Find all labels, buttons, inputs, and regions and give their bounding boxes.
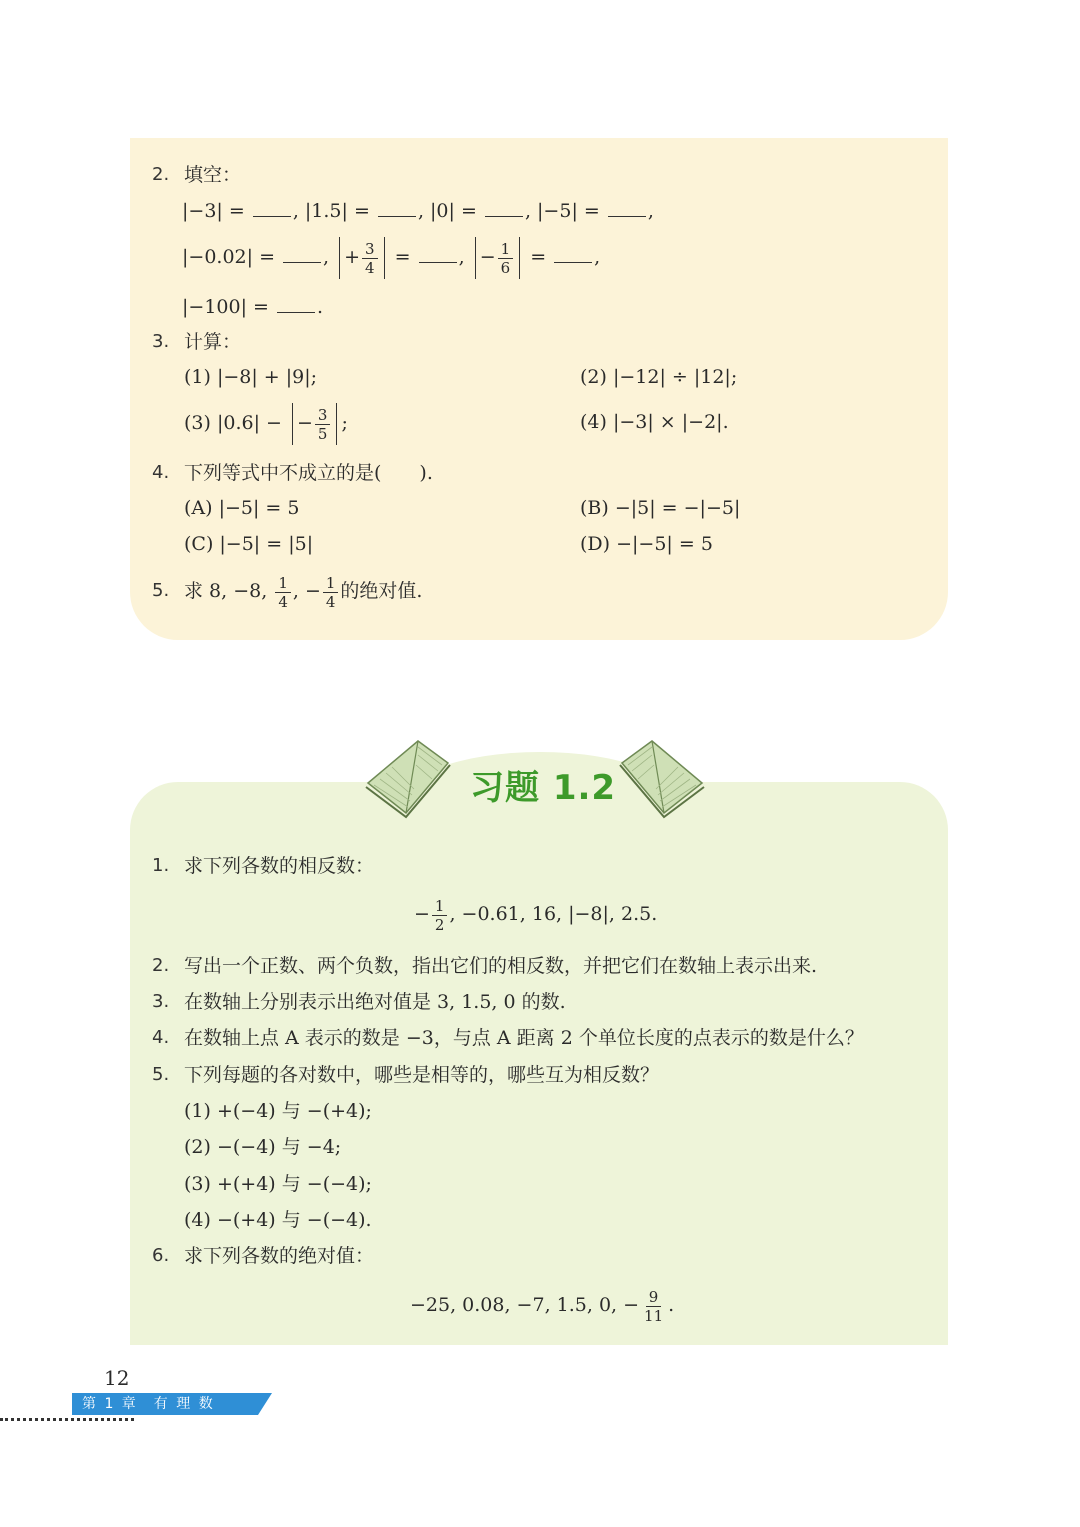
denominator: 2 xyxy=(434,915,445,934)
answer-blank[interactable] xyxy=(283,244,321,263)
numerator: 3 xyxy=(315,406,331,425)
fraction xyxy=(432,897,448,934)
q3-part4: (4) |−3| × |−2|. xyxy=(580,411,729,433)
denominator: 4 xyxy=(325,592,336,611)
numerator: 3 xyxy=(362,240,378,259)
abs-bar xyxy=(339,237,340,279)
q5-pre: 求 8, −8, xyxy=(184,580,268,602)
fraction xyxy=(323,574,339,611)
denominator: 6 xyxy=(500,258,511,277)
fraction xyxy=(275,574,291,611)
q3-part3-text: (3) |0.6| − xyxy=(184,412,282,434)
s2-q1-rest: , −0.61, 16, |−8|, 2.5. xyxy=(449,903,658,925)
s2-q4-number: 4. xyxy=(152,1027,170,1048)
fraction xyxy=(315,406,331,443)
answer-blank[interactable] xyxy=(554,244,592,263)
denominator: 11 xyxy=(644,1306,664,1325)
s2-q3-number: 3. xyxy=(152,991,170,1012)
q5-number: 5. xyxy=(152,580,170,601)
numerator: 1 xyxy=(432,897,448,916)
s2-q2-number: 2. xyxy=(152,955,170,976)
q3-label: 计算： xyxy=(184,331,242,353)
open-book-icon xyxy=(614,735,710,821)
page-number: 12 xyxy=(104,1366,130,1390)
s2-q6-number: 6. xyxy=(152,1245,170,1266)
q2-label: 填空： xyxy=(184,164,242,186)
numerator: 1 xyxy=(498,240,514,259)
q4-label: 下列等式中不成立的是( ). xyxy=(184,462,433,484)
s2-q1-text: 求下列各数的相反数： xyxy=(184,855,375,877)
abs-bar xyxy=(292,403,293,445)
sign: + xyxy=(344,246,361,268)
q2-row2-a: |−0.02| xyxy=(182,246,254,268)
open-book-icon xyxy=(360,735,456,821)
q3-part3: (3) |0.6| − − $\frac{3}{5}$ ; xyxy=(184,402,348,445)
q5-text xyxy=(184,570,422,612)
q2-row3-a: |−100| xyxy=(182,296,247,318)
s2-q5-number: 5. xyxy=(152,1064,170,1085)
abs-bar xyxy=(336,403,337,445)
q2-number: 2. xyxy=(152,164,170,185)
numerator: 1 xyxy=(275,574,291,593)
q4-option-b: (B) −|5| = −|−5| xyxy=(580,497,741,519)
denominator: 4 xyxy=(278,592,288,611)
q4-number: 4. xyxy=(152,462,170,483)
answer-blank[interactable] xyxy=(608,198,646,217)
s2-q5-text: 下列每题的各对数中，哪些是相等的，哪些互为相反数？ xyxy=(184,1064,660,1086)
fraction xyxy=(362,240,378,277)
abs-bar xyxy=(519,237,520,279)
s2-q4-text: 在数轴上点 A 表示的数是 −3，与点 A 距离 2 个单位长度的点表示的数是什么？ xyxy=(184,1027,864,1049)
q2-row3: |−100| = . xyxy=(182,296,324,318)
s2-q6-list: −25, 0.08, −7, 1.5, 0, − xyxy=(410,1294,640,1316)
s2-q6-text: 求下列各数的绝对值： xyxy=(184,1245,375,1267)
s2-q2-text: 写出一个正数、两个负数，指出它们的相反数，并把它们在数轴上表示出来. xyxy=(184,955,818,977)
s2-q5-item: (3) +(+4) 与 −(−4); xyxy=(184,1173,372,1195)
abs-bar xyxy=(475,237,476,279)
q2-row1-b: |1.5| xyxy=(304,200,348,222)
fraction xyxy=(498,240,514,277)
answer-blank[interactable] xyxy=(485,198,523,217)
q4-option-c: (C) |−5| = |5| xyxy=(184,533,314,555)
q4-option-d: (D) −|−5| = 5 xyxy=(580,533,713,555)
q5-mid: , − xyxy=(292,580,321,602)
answer-blank[interactable] xyxy=(277,294,315,313)
fraction xyxy=(641,1288,666,1325)
numerator: 9 xyxy=(646,1288,662,1307)
s2-q3-text: 在数轴上分别表示出绝对值是 3, 1.5, 0 的数. xyxy=(184,991,566,1013)
denominator: 4 xyxy=(365,258,375,277)
s2-q6-numbers: −25, 0.08, −7, 1.5, 0, − $\frac{9}{11}$ . xyxy=(410,1287,675,1325)
abs-bar xyxy=(384,237,385,279)
numerator: 1 xyxy=(323,574,339,593)
section-title: 习题 1.2 xyxy=(470,768,617,808)
chapter-label: 第 1 章 有 理 数 xyxy=(82,1396,215,1412)
dotted-rule xyxy=(0,1418,134,1425)
s2-q1-number: 1. xyxy=(152,855,170,876)
q2-row1: |−3| = , |1.5| = , |0| = , |−5| = , xyxy=(182,200,654,222)
q3-number: 3. xyxy=(152,331,170,352)
s2-q5-item: (2) −(−4) 与 −4; xyxy=(184,1136,342,1158)
denominator: 5 xyxy=(317,424,328,443)
q5-post: 的绝对值. xyxy=(340,580,423,602)
q3-part1: (1) |−8| + |9|; xyxy=(184,366,318,388)
q4-option-a: (A) |−5| = 5 xyxy=(184,497,300,519)
answer-blank[interactable] xyxy=(378,198,416,217)
s2-q5-item: (1) +(−4) 与 −(+4); xyxy=(184,1100,372,1122)
q2-row2: |−0.02| = , + $\frac{3}{4}$ = , − $\frac{1}{6}$ = , xyxy=(182,236,600,279)
q2-row1-c: |0| xyxy=(430,200,455,222)
q3-part2: (2) |−12| ÷ |12|; xyxy=(580,366,738,388)
sign: − xyxy=(479,246,496,268)
answer-blank[interactable] xyxy=(419,244,457,263)
answer-blank[interactable] xyxy=(253,198,291,217)
s2-q1-numbers: − $\frac{1}{2}$ , −0.61, 16, |−8|, 2.5. xyxy=(414,896,658,934)
q2-row1-a: |−3| xyxy=(182,200,223,222)
q2-row1-d: |−5| xyxy=(537,200,578,222)
s2-q5-item: (4) −(+4) 与 −(−4). xyxy=(184,1209,372,1231)
